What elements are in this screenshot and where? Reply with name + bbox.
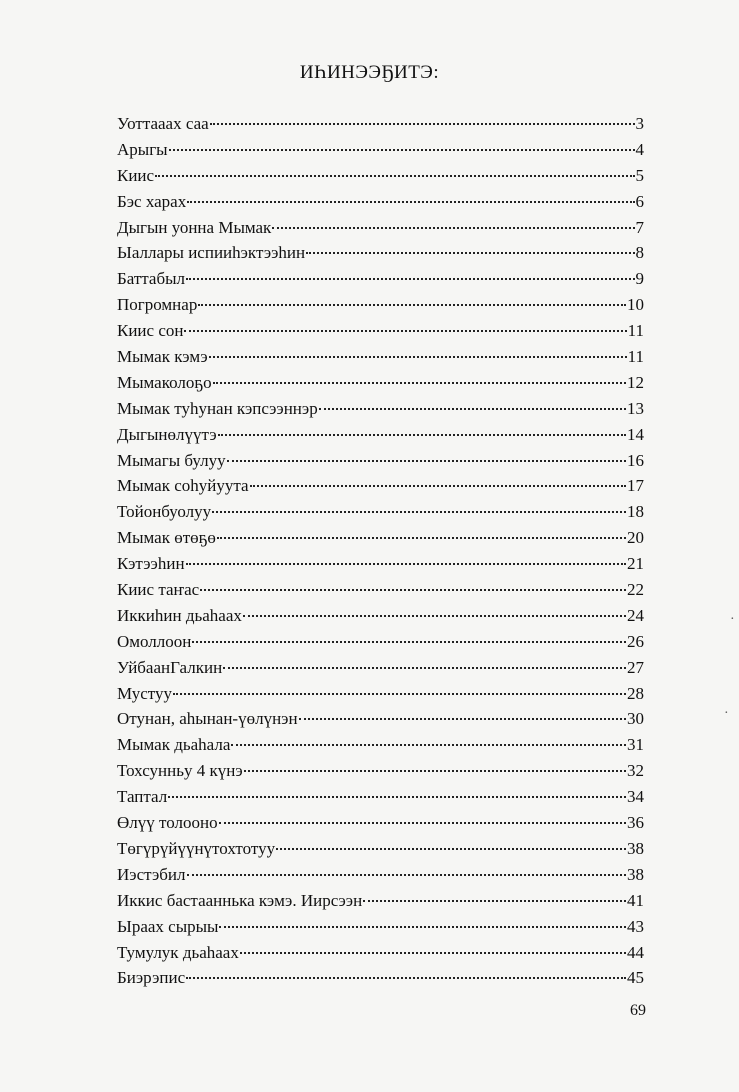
toc-entry: [117, 111, 644, 137]
toc-entry-page: 8: [635, 243, 644, 263]
toc-entry-page: 30: [627, 709, 644, 729]
toc-entry-page: 16: [627, 450, 644, 470]
toc-entry-label: Тойонбуолуу: [117, 502, 212, 522]
toc-dot-leader: [209, 356, 627, 358]
toc-entry-page: 7: [635, 217, 644, 237]
toc-entry-page: 17: [627, 476, 644, 496]
toc-dot-leader: [184, 330, 626, 332]
toc-entry: [117, 396, 644, 422]
toc-entry-label: Иккис бастааннька кэмэ. Иирсээн: [117, 890, 363, 910]
toc-entry-label: Мымак соһуйуута: [117, 476, 249, 496]
toc-entry: [117, 240, 644, 266]
toc-entry-label: Дыгынөлүүтэ: [117, 424, 217, 444]
toc-entry-label: Киис: [117, 165, 155, 185]
toc-entry-label: Кэтээһин: [117, 554, 185, 574]
toc-dot-leader: [218, 434, 626, 436]
toc-dot-leader: [186, 977, 626, 979]
toc-dot-leader: [219, 926, 626, 928]
toc-dot-leader: [169, 149, 635, 151]
toc-dot-leader: [363, 900, 626, 902]
toc-entry: [117, 862, 644, 888]
toc-entry-label: Өлүү толооно: [117, 813, 218, 833]
toc-entry-page: 18: [627, 502, 644, 522]
toc-dot-leader: [198, 304, 626, 306]
toc-entry-label: Погромнар: [117, 295, 198, 315]
toc-entry-label: Тохсунньу 4 күнэ: [117, 761, 243, 781]
toc-entry-page: 28: [627, 683, 644, 703]
toc-entry-page: 21: [627, 554, 644, 574]
toc-entry: [117, 422, 644, 448]
toc-entry: [117, 836, 644, 862]
toc-entry: [117, 370, 644, 396]
toc-dot-leader: [272, 227, 634, 229]
toc-dot-leader: [276, 848, 626, 850]
toc-entry-label: Мымаколоҕо: [117, 372, 212, 392]
toc-entry-label: Уоттааах саа: [117, 114, 209, 133]
toc-entry: [117, 292, 644, 318]
scan-speck: ·: [724, 706, 729, 721]
toc-entry-label: Иэстэбил: [117, 864, 186, 884]
toc-entry-page: 5: [635, 165, 644, 185]
toc-entry: [117, 603, 644, 629]
toc-dot-leader: [250, 485, 626, 487]
toc-entry-page: 27: [627, 657, 644, 677]
toc-entry-label: Мустуу: [117, 683, 172, 703]
toc-entry-page: 4: [635, 139, 644, 159]
toc-entry-label: УйбаанГалкин: [117, 657, 223, 677]
toc-entry-page: 41: [627, 890, 644, 910]
toc-entry-label: Мымак туһунан кэпсээннэр: [117, 398, 318, 418]
toc-dot-leader: [173, 693, 626, 695]
toc-entry-label: Мымак дьаһала: [117, 735, 231, 755]
toc-dot-leader: [210, 123, 635, 125]
toc-entry: [117, 266, 644, 292]
toc-entry-page: 11: [627, 321, 644, 341]
toc-dot-leader: [186, 278, 634, 280]
toc-dot-leader: [192, 641, 626, 643]
toc-dot-leader: [219, 822, 626, 824]
toc-dot-leader: [212, 511, 626, 513]
toc-entry-label: Иккиһин дьаһаах: [117, 605, 242, 625]
toc-entry: [117, 163, 644, 189]
toc-list: [117, 111, 644, 991]
toc-entry-page: 13: [627, 398, 644, 418]
page-number: 69: [630, 1002, 646, 1019]
toc-entry: [117, 551, 644, 577]
toc-entry: [117, 706, 644, 732]
toc-entry: [117, 499, 644, 525]
toc-entry-label: Бэс харах: [117, 191, 187, 211]
toc-entry-page: 45: [627, 968, 644, 988]
toc-title: ИҺИНЭЭҔИТЭ:: [299, 62, 440, 83]
toc-entry-page: 38: [627, 864, 644, 884]
toc-entry: [117, 344, 644, 370]
toc-entry: [117, 448, 644, 474]
toc-dot-leader: [227, 460, 626, 462]
toc-entry-label: Мымак кэмэ: [117, 347, 208, 367]
toc-entry-page: 32: [627, 761, 644, 781]
toc-entry-label: Киис сон: [117, 321, 184, 341]
toc-entry: [117, 914, 644, 940]
toc-entry-label: Баттабыл: [117, 269, 186, 289]
toc-entry-label: Отунан, аһынан-үөлүнэн: [117, 709, 298, 729]
toc-entry-label: Омоллоон: [117, 631, 192, 651]
scan-speck: ·: [730, 612, 735, 627]
toc-entry-label: Ыраах сырыы: [117, 916, 219, 936]
toc-dot-leader: [244, 770, 626, 772]
toc-dot-leader: [213, 382, 626, 384]
toc-dot-leader: [200, 589, 626, 591]
toc-dot-leader: [223, 667, 626, 669]
toc-entry-page: 43: [627, 916, 644, 936]
toc-entry-page: 31: [627, 735, 644, 755]
toc-entry-page: 12: [627, 372, 644, 392]
toc-dot-leader: [299, 718, 626, 720]
toc-entry: [117, 681, 644, 707]
toc-entry: [117, 629, 644, 655]
toc-entry: [117, 318, 644, 344]
toc-entry-page: 34: [627, 787, 644, 807]
toc-entry-label: Дыгын уонна Мымак: [117, 217, 272, 237]
toc-dot-leader: [187, 874, 627, 876]
toc-entry-label: Мымак өтөҕө: [117, 528, 216, 548]
toc-entry-label: Биэрэпис: [117, 968, 186, 988]
toc-entry: [117, 137, 644, 163]
toc-dot-leader: [243, 615, 626, 617]
toc-entry-page: 14: [627, 424, 644, 444]
toc-entry-page: 6: [635, 191, 644, 211]
toc-entry: [117, 525, 644, 551]
toc-entry: [117, 473, 644, 499]
toc-entry-page: 36: [627, 813, 644, 833]
toc-entry-label: Тумулук дьаһаах: [117, 942, 239, 962]
toc-entry-page: 3: [635, 114, 644, 133]
toc-entry: [117, 888, 644, 914]
toc-entry: [117, 189, 644, 215]
toc-entry: [117, 215, 644, 241]
toc-entry-label: Арыгы: [117, 139, 168, 159]
toc-entry: [117, 655, 644, 681]
toc-entry-label: Мымагы булуу: [117, 450, 226, 470]
toc-entry: [117, 732, 644, 758]
toc-entry: [117, 810, 644, 836]
toc-entry-page: 24: [627, 605, 644, 625]
toc-entry-page: 10: [627, 295, 644, 315]
toc-entry-label: Киис таҥас: [117, 580, 200, 600]
toc-entry-page: 11: [627, 347, 644, 367]
toc-entry-page: 22: [627, 580, 644, 600]
toc-entry-page: 9: [635, 269, 644, 289]
toc-entry-label: Таптал: [117, 787, 168, 807]
toc-dot-leader: [306, 252, 634, 254]
toc-entry: [117, 784, 644, 810]
toc-entry-page: 44: [627, 942, 644, 962]
toc-entry-page: 26: [627, 631, 644, 651]
toc-dot-leader: [319, 408, 626, 410]
toc-dot-leader: [231, 744, 626, 746]
toc-entry-label: Ыаллары испииһэктээһин: [117, 243, 306, 263]
toc-dot-leader: [186, 563, 626, 565]
toc-dot-leader: [168, 796, 626, 798]
toc-entry-label: Төгүрүйүүнүтохтотуу: [117, 838, 276, 858]
toc-entry: [117, 940, 644, 966]
toc-dot-leader: [240, 952, 626, 954]
toc-entry-page: 38: [627, 838, 644, 858]
toc-entry: [117, 758, 644, 784]
toc-entry: [117, 577, 644, 603]
toc-dot-leader: [155, 175, 634, 177]
toc-entry: [117, 965, 644, 991]
toc-dot-leader: [187, 201, 634, 203]
toc-entry-page: 20: [627, 528, 644, 548]
toc-dot-leader: [217, 537, 626, 539]
